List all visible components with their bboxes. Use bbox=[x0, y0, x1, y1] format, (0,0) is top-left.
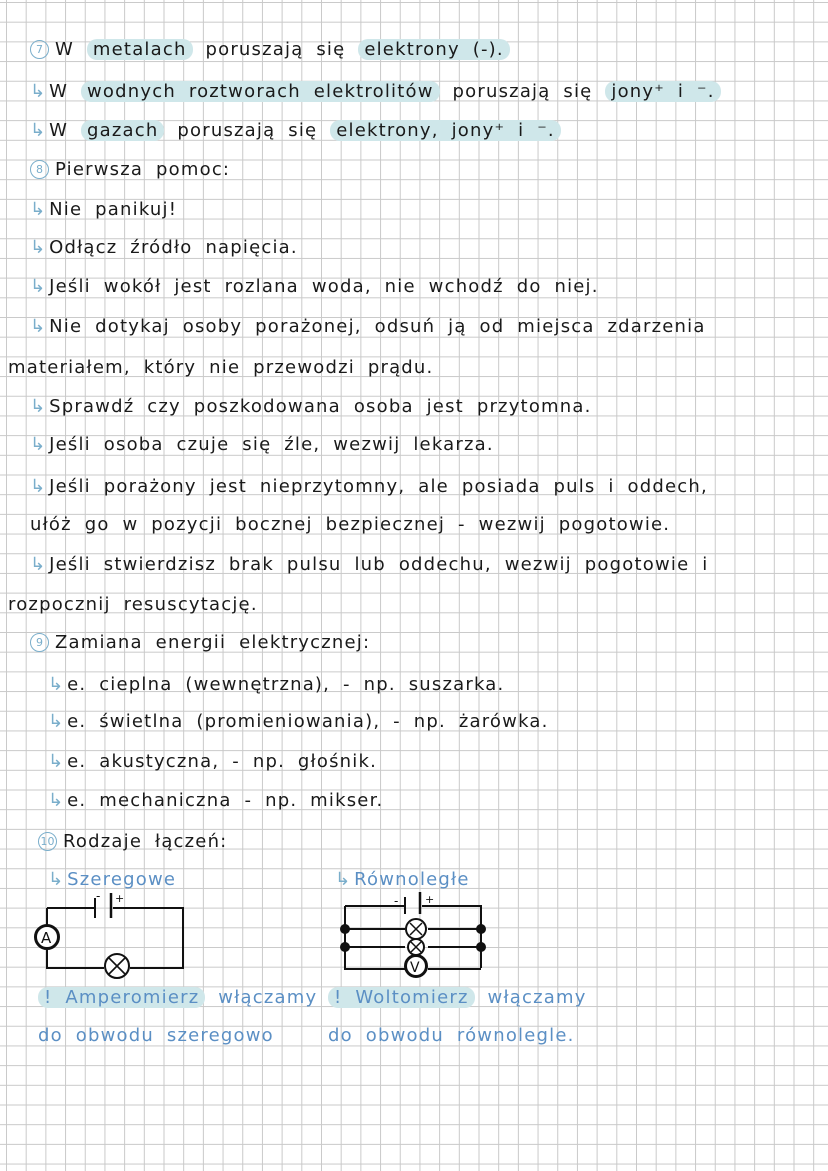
highlighted-text: elektrony, jony⁺ i ⁻. bbox=[330, 120, 561, 141]
note-text: W bbox=[49, 120, 69, 141]
arrow-icon: ↳ bbox=[30, 554, 46, 575]
arrow-icon: ↳ bbox=[335, 869, 351, 890]
note-text: poruszają się bbox=[177, 120, 318, 141]
minus-label: - bbox=[96, 889, 101, 903]
arrow-icon: ↳ bbox=[30, 199, 46, 220]
note-text: e. cieplna (wewnętrzna), - np. suszarka. bbox=[67, 674, 505, 695]
highlighted-text: jony⁺ i ⁻. bbox=[605, 81, 720, 102]
note-text: Zamiana energii elektrycznej: bbox=[55, 632, 371, 653]
arrow-icon: ↳ bbox=[30, 316, 46, 337]
note-text: Rodzaje łączeń: bbox=[63, 831, 228, 852]
note-text: e. mechaniczna - np. mikser. bbox=[67, 790, 384, 811]
note-text: materiałem, który nie przewodzi prądu. bbox=[8, 357, 434, 378]
parallel-circuit bbox=[341, 892, 485, 977]
note-text: Jeśli wokół jest rozlana woda, nie wchodź do niej. bbox=[49, 276, 599, 297]
series-circuit bbox=[35, 889, 183, 978]
note-text: e. świetlna (promieniowania), - np. żarówka. bbox=[67, 711, 549, 732]
section-number-icon: 10 bbox=[38, 832, 57, 851]
arrow-icon: ↳ bbox=[48, 869, 64, 890]
ammeter-label: A bbox=[41, 929, 52, 947]
arrow-icon: ↳ bbox=[30, 237, 46, 258]
arrow-icon: ↳ bbox=[48, 674, 64, 695]
note-text: włączamy bbox=[487, 987, 587, 1008]
note-text: do obwodu równolegle. bbox=[328, 1025, 575, 1046]
note-text: e. akustyczna, - np. głośnik. bbox=[67, 751, 378, 772]
arrow-icon: ↳ bbox=[30, 81, 46, 102]
note-text: do obwodu szeregowo bbox=[38, 1025, 274, 1046]
highlighted-text: metalach bbox=[87, 39, 193, 60]
arrow-icon: ↳ bbox=[30, 120, 46, 141]
arrow-icon: ↳ bbox=[48, 790, 64, 811]
highlighted-text: ! Amperomierz bbox=[38, 987, 205, 1008]
note-text: Jeśli stwierdzisz brak pulsu lub oddechu, wezwij pogotowie i bbox=[49, 554, 709, 575]
arrow-icon: ↳ bbox=[30, 396, 46, 417]
note-text: Nie dotykaj osoby porażonej, odsuń ją od miejsca zdarzenia bbox=[49, 316, 706, 337]
note-text: Jeśli porażony jest nieprzytomny, ale posiada puls i oddech, bbox=[49, 476, 708, 497]
minus-label: - bbox=[394, 894, 399, 908]
note-text: Szeregowe bbox=[67, 869, 177, 890]
note-text: poruszają się bbox=[452, 81, 593, 102]
note-text: Równoległe bbox=[354, 869, 470, 890]
highlighted-text: ! Woltomierz bbox=[328, 987, 475, 1008]
note-text: Odłącz źródło napięcia. bbox=[49, 237, 298, 258]
arrow-icon: ↳ bbox=[48, 751, 64, 772]
arrow-icon: ↳ bbox=[30, 434, 46, 455]
note-text: Jeśli osoba czuje się źle, wezwij lekarza. bbox=[49, 434, 494, 455]
note-text: W bbox=[49, 81, 69, 102]
arrow-icon: ↳ bbox=[30, 276, 46, 297]
note-text: rozpocznij resuscytację. bbox=[8, 594, 258, 615]
plus-label: + bbox=[425, 893, 435, 906]
note-text: Pierwsza pomoc: bbox=[55, 159, 231, 180]
note-text: włączamy bbox=[218, 987, 318, 1008]
note-text: ułóż go w pozycji bocznej bezpiecznej - wezwij pogotowie. bbox=[30, 514, 671, 535]
note-text: poruszają się bbox=[205, 39, 346, 60]
highlighted-text: gazach bbox=[81, 120, 164, 141]
section-number-icon: 7 bbox=[30, 40, 49, 59]
section-number-icon: 9 bbox=[30, 633, 49, 652]
note-text: Nie panikuj! bbox=[49, 199, 178, 220]
note-text: Sprawdź czy poszkodowana osoba jest przytomna. bbox=[49, 396, 592, 417]
arrow-icon: ↳ bbox=[48, 711, 64, 732]
highlighted-text: wodnych roztworach elektrolitów bbox=[81, 81, 440, 102]
arrow-icon: ↳ bbox=[30, 476, 46, 497]
note-text: W bbox=[55, 39, 74, 60]
plus-label: + bbox=[115, 892, 125, 905]
highlighted-text: elektrony (-). bbox=[358, 39, 510, 60]
section-number-icon: 8 bbox=[30, 160, 49, 179]
voltmeter-label: V bbox=[410, 960, 420, 976]
